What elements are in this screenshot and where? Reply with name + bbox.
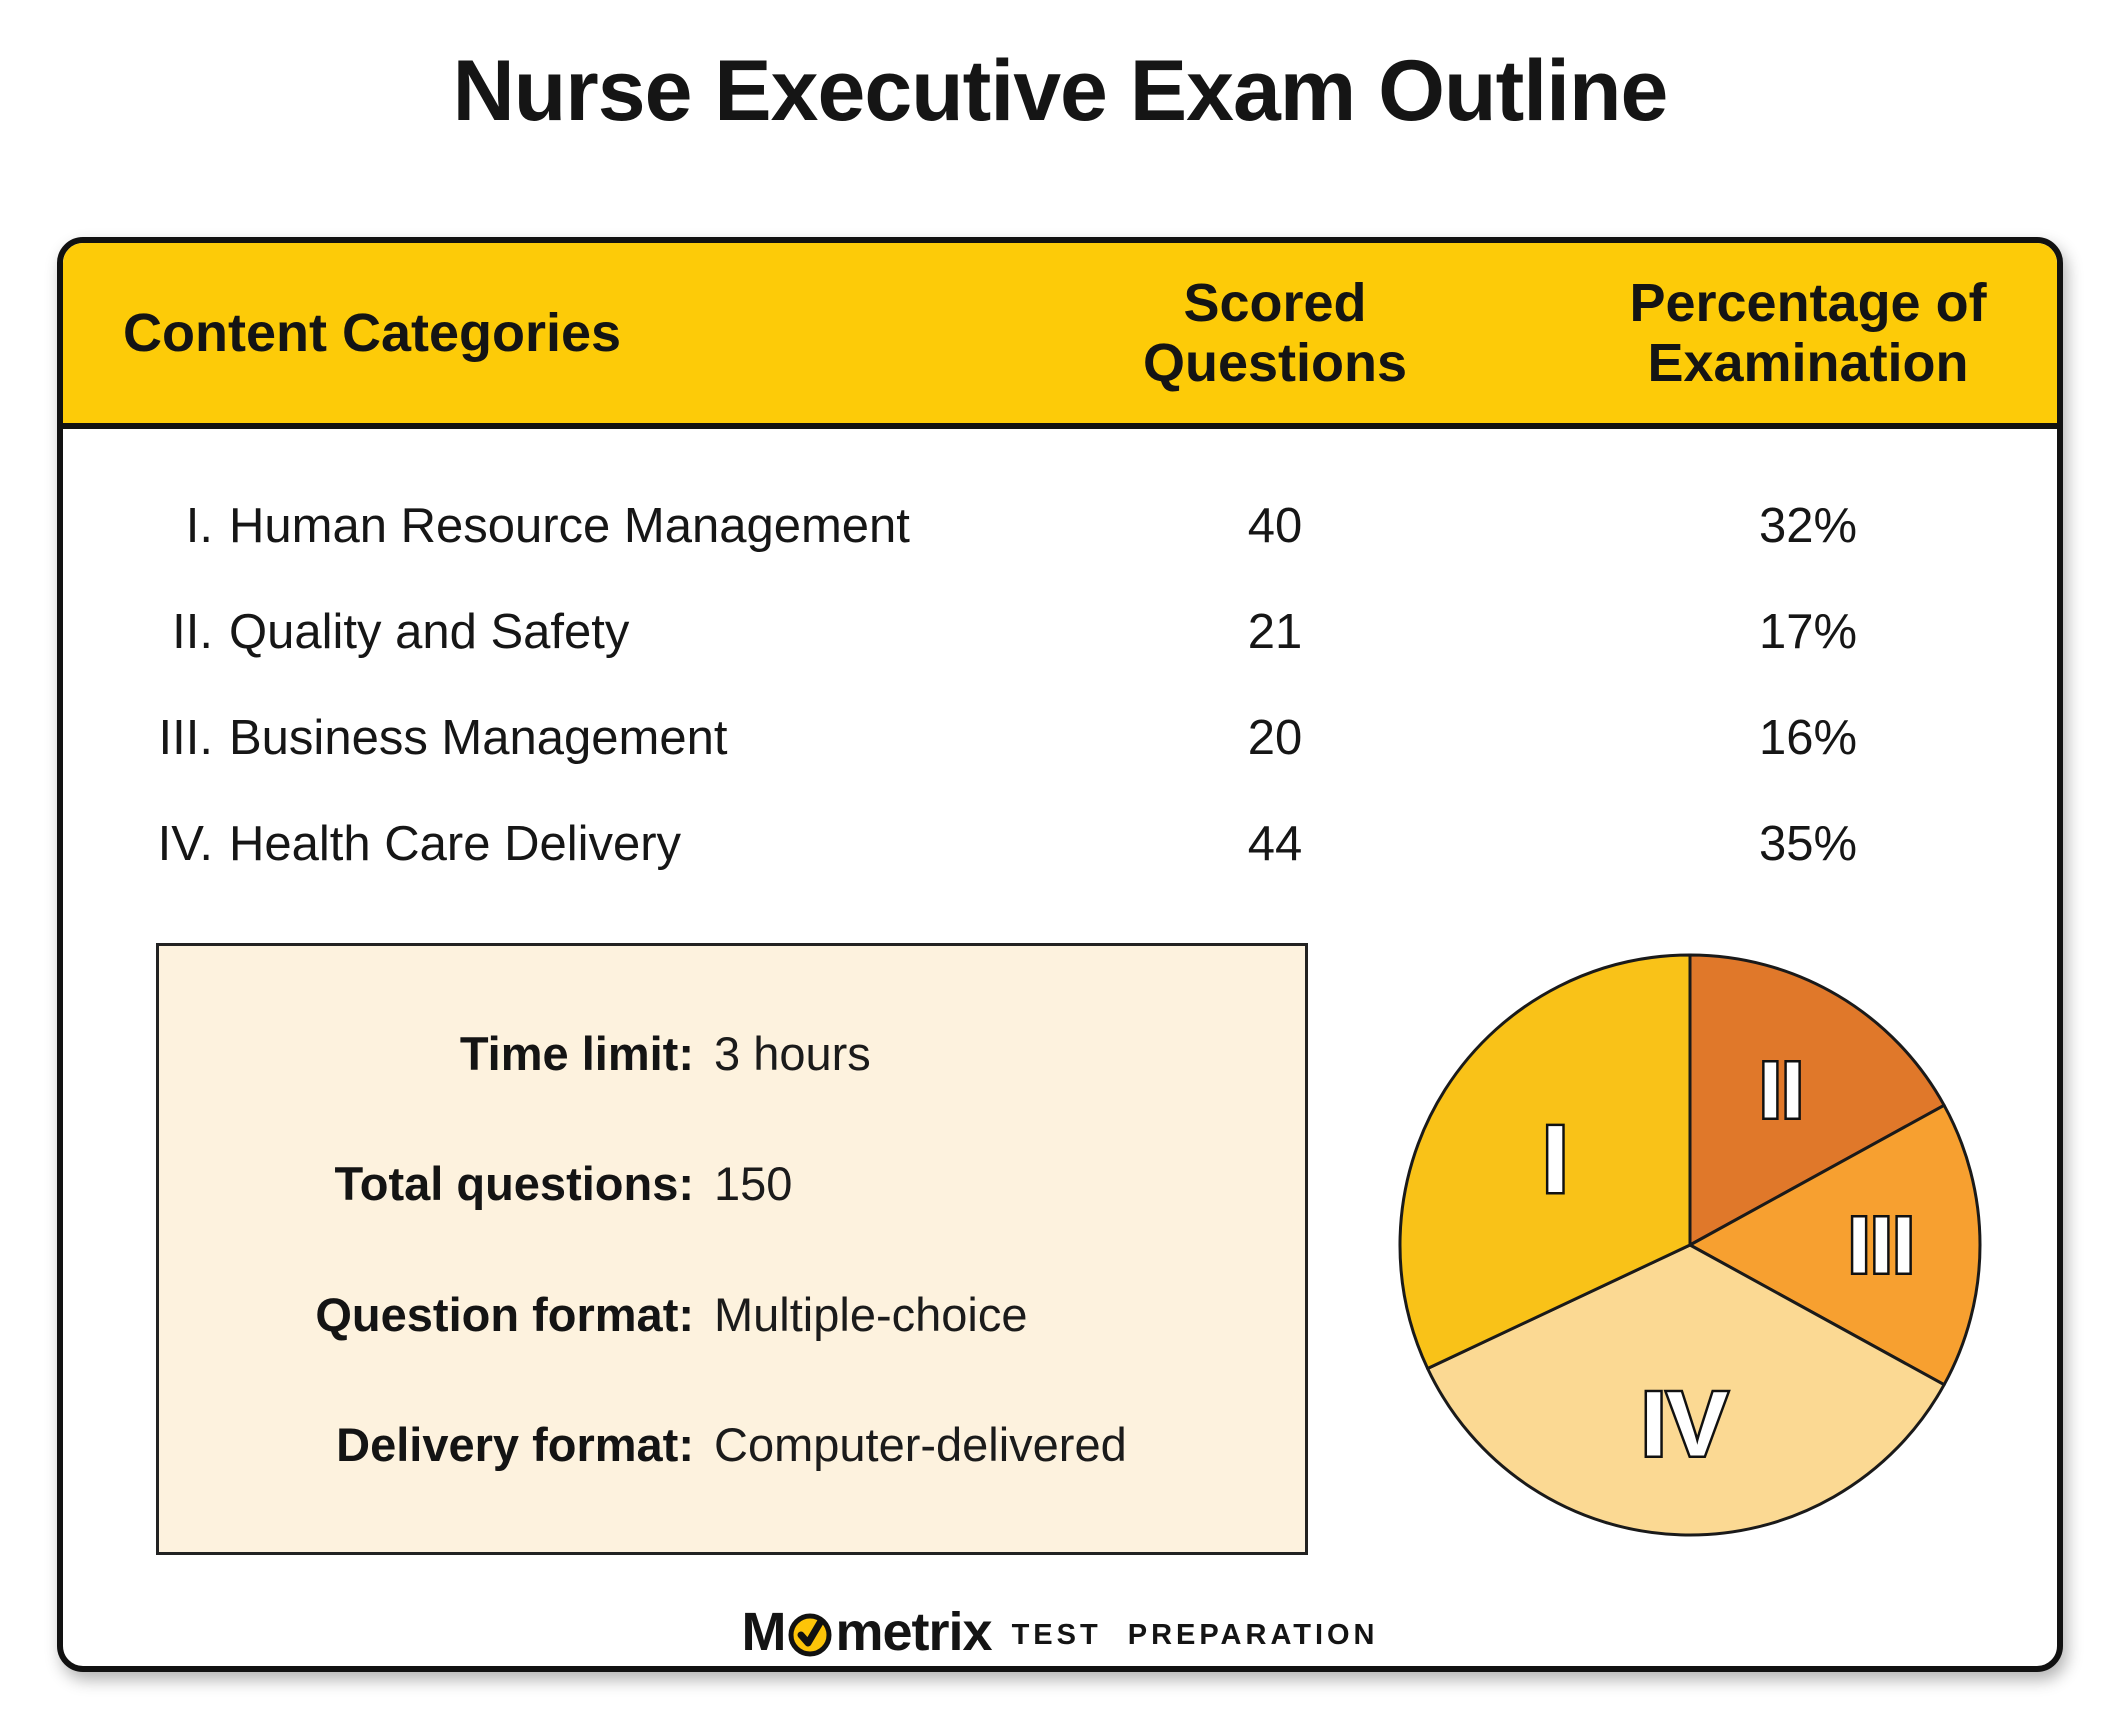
table-row xyxy=(63,473,2057,579)
page-title: Nurse Executive Exam Outline xyxy=(452,43,1668,139)
detail-label: Question format: xyxy=(315,1287,694,1341)
pie-slice-label-I: I xyxy=(1541,1106,1569,1213)
table-row xyxy=(63,685,2057,791)
logo-tagline: TEST PREPARATION xyxy=(1011,1618,1379,1651)
header-scored-questions: Scored Questions xyxy=(1142,272,1408,393)
pie-slice-label-III: III xyxy=(1848,1200,1915,1290)
detail-value: Computer-delivered xyxy=(714,1418,1127,1472)
row-numeral: I. xyxy=(185,499,213,553)
row-numeral: IV. xyxy=(157,817,213,871)
detail-row-total-questions xyxy=(189,1156,1275,1211)
mometrix-check-icon xyxy=(786,1610,834,1658)
row-scored: 20 xyxy=(1247,711,1303,765)
table-row xyxy=(63,579,2057,685)
detail-label: Delivery format: xyxy=(336,1418,694,1472)
pie-slice-label-IV: IV xyxy=(1640,1373,1728,1476)
row-percent: 35% xyxy=(1758,817,1858,871)
detail-label: Time limit: xyxy=(459,1026,694,1080)
detail-value: 3 hours xyxy=(714,1026,871,1080)
logo-brand-suffix: metrix xyxy=(835,1602,992,1662)
row-numeral: II. xyxy=(172,605,213,659)
mometrix-logo xyxy=(63,1601,2057,1663)
detail-row-question-format xyxy=(189,1287,1275,1342)
exam-details-box xyxy=(156,943,1308,1555)
pie-chart-svg xyxy=(1385,940,1995,1550)
detail-row-time-limit xyxy=(189,1026,1275,1081)
header-content-categories: Content Categories xyxy=(123,302,622,363)
detail-value: Multiple-choice xyxy=(714,1287,1028,1341)
exam-outline-card xyxy=(57,237,2063,1672)
detail-label: Total questions: xyxy=(334,1157,694,1211)
header-percentage-of-examination: Percentage of Examination xyxy=(1629,272,1987,393)
table-row xyxy=(63,791,2057,897)
row-scored: 21 xyxy=(1247,605,1303,659)
row-percent: 32% xyxy=(1758,499,1858,553)
row-percent: 16% xyxy=(1758,711,1858,765)
table-header-row xyxy=(63,243,2057,429)
logo-brand-prefix: M xyxy=(741,1602,786,1662)
pie-chart xyxy=(1385,940,1995,1550)
row-percent: 17% xyxy=(1758,605,1858,659)
row-category: Business Management xyxy=(229,711,728,765)
row-category: Health Care Delivery xyxy=(229,817,682,871)
pie-slice-label-II: II xyxy=(1759,1045,1804,1135)
table-body xyxy=(63,435,2057,897)
row-numeral: III. xyxy=(158,711,213,765)
row-scored: 44 xyxy=(1247,817,1303,871)
row-scored: 40 xyxy=(1247,499,1303,553)
row-category: Quality and Safety xyxy=(229,605,630,659)
row-category: Human Resource Management xyxy=(229,499,910,553)
detail-row-delivery-format xyxy=(189,1417,1275,1472)
detail-value: 150 xyxy=(714,1157,793,1211)
